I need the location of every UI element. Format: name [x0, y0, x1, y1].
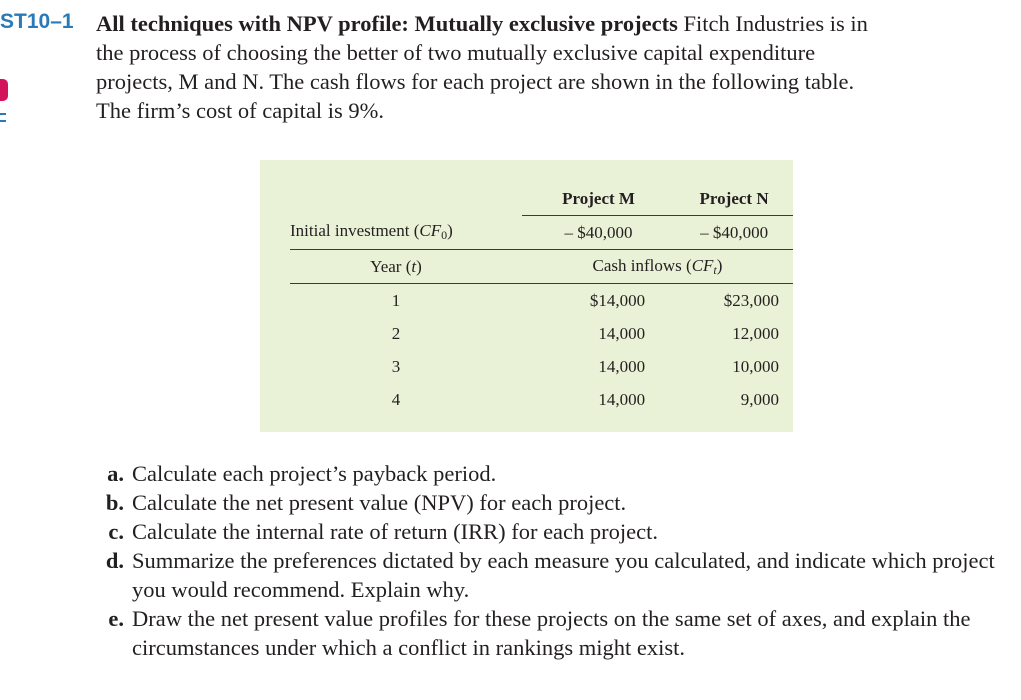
equation-icon	[0, 113, 6, 122]
bookmark-marker-icon	[0, 79, 8, 101]
table-row: 4 14,000 9,000	[391, 389, 779, 409]
initial-investment-n: – $40,000	[675, 216, 793, 250]
intro-text-2: the process of choosing the better of two mutually exclusive capital expenditure	[96, 40, 816, 65]
initial-investment-label: Initial investment $(CF_0)$	[290, 216, 522, 250]
problem-id: ST10–1	[0, 10, 74, 33]
question-c: c. Calculate the internal rate of return (IRR) for each project.	[108, 519, 659, 544]
intro-text-1: Fitch Industries is in	[677, 11, 868, 36]
table-row: 1 $14,000 $23,000	[391, 290, 779, 310]
problem-title: All techniques with NPV profile: Mutually exclusive projects	[96, 11, 678, 36]
intro-text-4: The firm’s cost of capital is 9%.	[96, 98, 385, 123]
column-header-project-n: Project N	[675, 182, 793, 216]
cash-flow-table-panel	[260, 160, 793, 432]
table-row: 2 14,000 12,000	[391, 323, 779, 343]
table-row: 3 14,000 10,000	[391, 356, 779, 376]
initial-investment-m: – $40,000	[522, 216, 675, 250]
cash-flow-table	[290, 182, 793, 416]
cash-inflows-label: Cash inflows $(CF_t)$	[522, 250, 793, 284]
question-b: b. Calculate the net present value (NPV) for each project.	[105, 490, 627, 515]
question-e: e. Draw the net present value profiles for these projects on the same set of axes, and explain the circumstances under which a conflict in rankings might exist.	[108, 606, 971, 660]
question-d: d. Summarize the preferences dictated by each measure you calculated, and indicate which project you would recommend. Explain why.	[105, 548, 995, 602]
problem-intro	[96, 9, 996, 125]
question-list	[96, 459, 996, 662]
intro-text-3: projects, M and N. The cash flows for each project are shown in the following table.	[96, 69, 855, 94]
year-label: Year (t)	[290, 250, 522, 284]
column-header-project-m: Project M	[522, 182, 675, 216]
question-a: a. Calculate each project’s payback period.	[107, 461, 497, 486]
